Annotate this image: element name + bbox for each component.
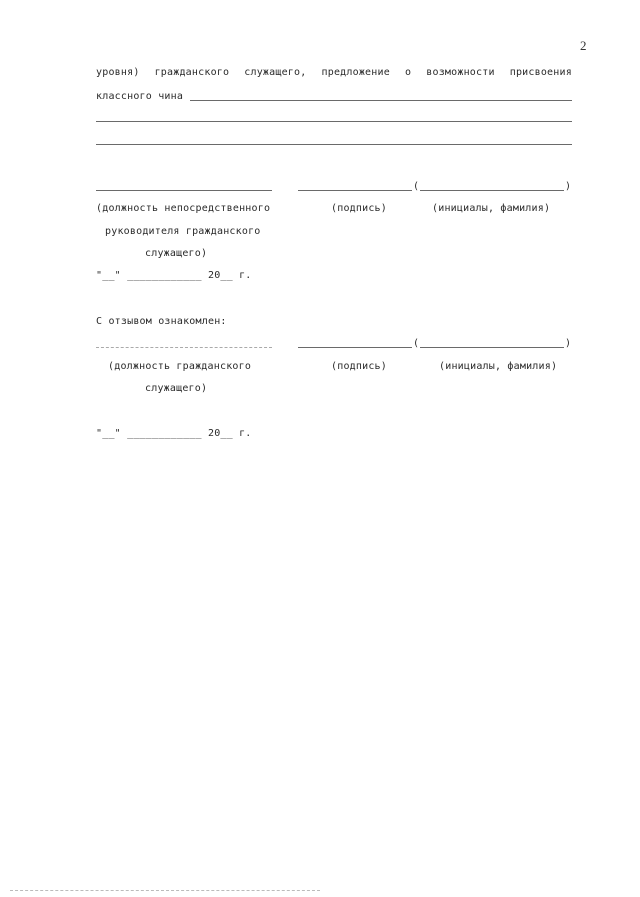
- name-label: (инициалы, фамилия): [439, 361, 558, 372]
- fill-line[interactable]: [96, 121, 572, 122]
- position-label: (должность непосредственного: [96, 203, 271, 214]
- open-paren: (: [413, 338, 420, 349]
- para-word: предложение: [321, 67, 390, 78]
- para-word: о: [404, 67, 412, 78]
- para-word: уровня): [96, 67, 140, 78]
- scan-edge-divider: [10, 890, 320, 891]
- paragraph-line-1: [96, 67, 572, 78]
- signature-label: (подпись): [331, 203, 387, 214]
- para-word: возможности: [426, 67, 495, 78]
- close-paren: ): [565, 181, 572, 192]
- paragraph-line-2: классного чина: [96, 91, 184, 102]
- name-fill-line[interactable]: [420, 347, 564, 348]
- para-word: гражданского: [154, 67, 230, 78]
- name-label: (инициалы, фамилия): [432, 203, 551, 214]
- page-number: 2: [580, 38, 587, 53]
- position-label: служащего): [145, 248, 208, 259]
- fill-line[interactable]: [96, 144, 572, 145]
- para-word: присвоения: [509, 67, 572, 78]
- position-fill-line[interactable]: [96, 190, 272, 191]
- position-label: служащего): [145, 383, 208, 394]
- acquainted-label: С отзывом ознакомлен:: [96, 316, 227, 327]
- para-word: служащего,: [244, 67, 307, 78]
- position-label: руководителя гражданского: [105, 226, 261, 237]
- position-fill-line[interactable]: [96, 347, 272, 348]
- signature-fill-line[interactable]: [298, 190, 412, 191]
- signature-label: (подпись): [331, 361, 387, 372]
- position-label: (должность гражданского: [108, 361, 252, 372]
- name-fill-line[interactable]: [420, 190, 564, 191]
- date-line[interactable]: "__" ____________ 20__ г.: [96, 270, 252, 281]
- signature-fill-line[interactable]: [298, 347, 412, 348]
- fill-line[interactable]: [190, 100, 572, 101]
- open-paren: (: [413, 181, 420, 192]
- date-line[interactable]: "__" ____________ 20__ г.: [96, 428, 252, 439]
- close-paren: ): [565, 338, 572, 349]
